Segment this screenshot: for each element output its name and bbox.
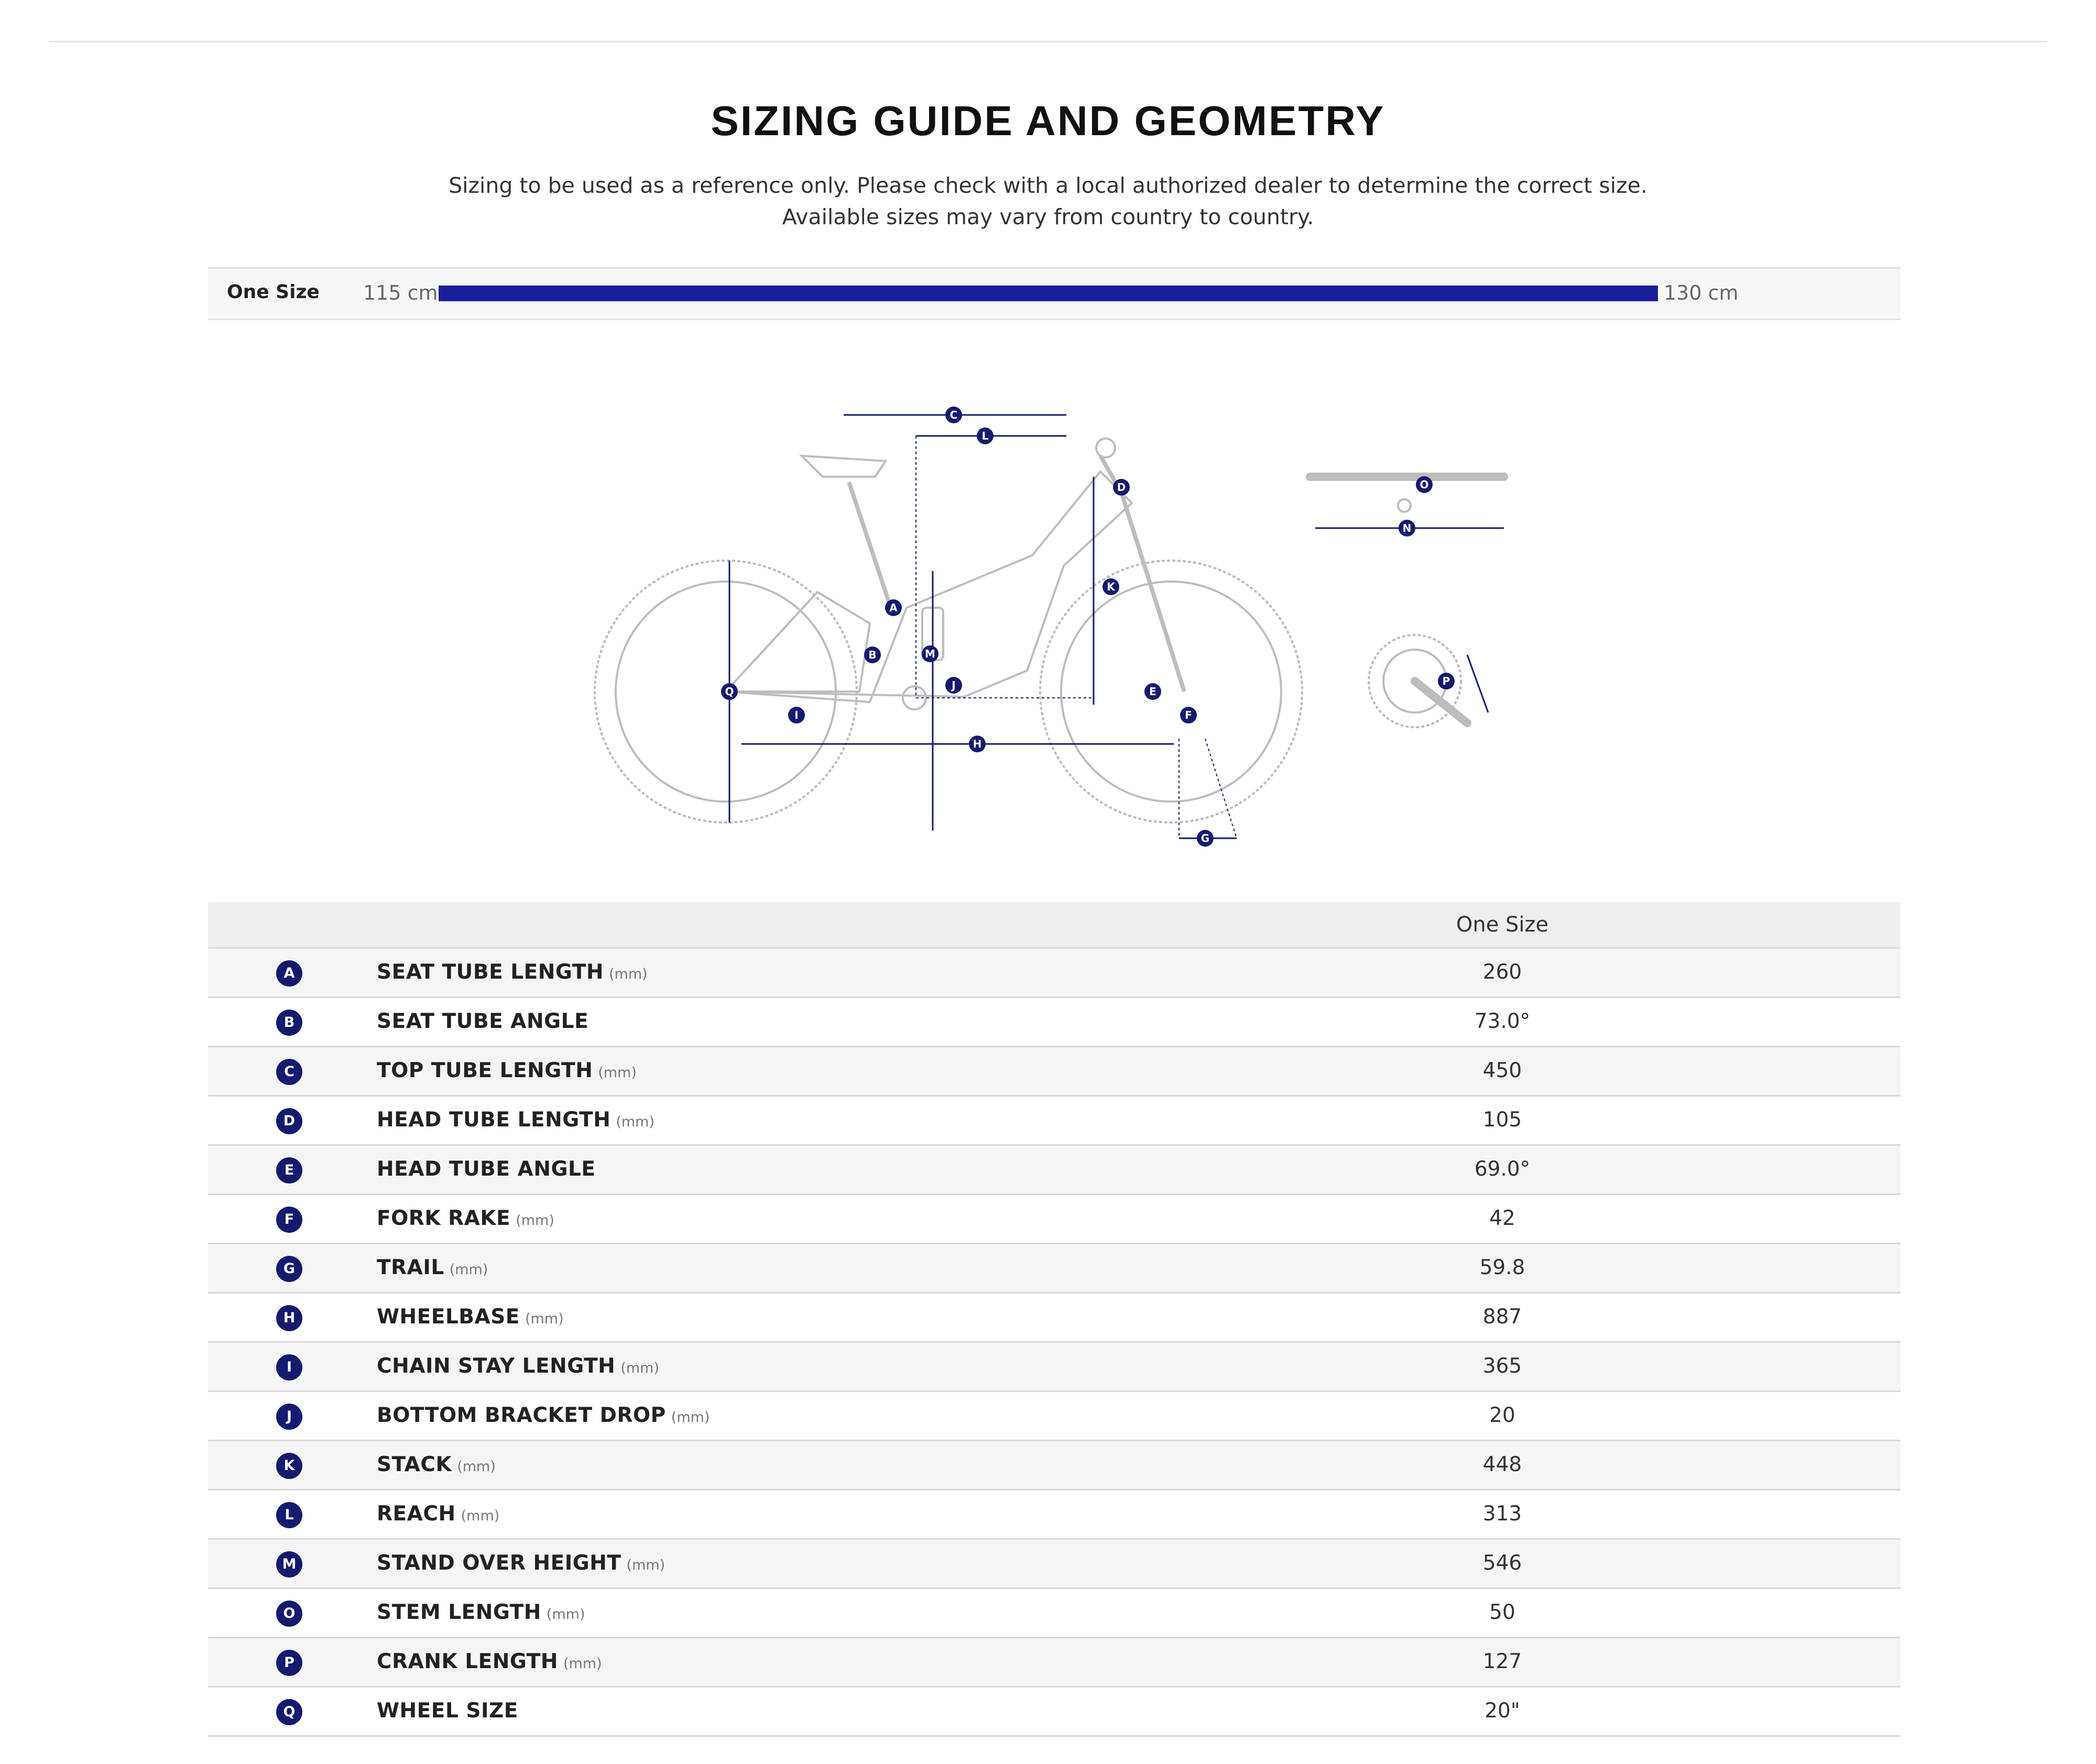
measurement-letter-badge: L (276, 1502, 302, 1528)
measurement-letter-badge: E (276, 1157, 302, 1184)
measurement-name (377, 1699, 523, 1723)
measurement-unit: (mm) (563, 1656, 602, 1672)
stem (1096, 439, 1115, 457)
table-row (208, 1491, 1901, 1540)
measurement-unit: (mm) (546, 1606, 585, 1623)
measurement-name (377, 960, 648, 984)
svg-text:B: B (868, 649, 877, 661)
measurement-value: 69.0° (1474, 1157, 1531, 1181)
measurement-name (377, 1256, 488, 1279)
measurement-name (377, 1305, 564, 1329)
marker-d (1113, 479, 1130, 496)
measurement-label: CRANK LENGTH (377, 1650, 558, 1673)
marker-i (788, 707, 805, 724)
measurement-label: STEM LENGTH (377, 1601, 541, 1624)
measurement-name (377, 1010, 594, 1033)
size-max-height: 130 cm (1664, 281, 1739, 304)
measurement-label: WHEELBASE (377, 1305, 520, 1329)
measurement-unit: (mm) (616, 1114, 655, 1130)
measurement-letter-badge: K (276, 1453, 302, 1479)
svg-text:P: P (1442, 675, 1450, 687)
table-row (208, 949, 1901, 998)
measurement-letter-badge: D (276, 1108, 302, 1134)
size-range-bar (208, 267, 1901, 320)
marker-q (721, 683, 738, 700)
geometry-table (208, 902, 1901, 1737)
measurement-value: 127 (1482, 1650, 1522, 1673)
table-row (208, 1638, 1901, 1688)
geometry-rows (208, 949, 1901, 1737)
dim-line-p (1467, 655, 1488, 713)
table-row (208, 1589, 1901, 1638)
measurement-letter-badge: M (276, 1551, 302, 1577)
marker-e (1144, 683, 1161, 700)
table-row (208, 1244, 1901, 1294)
table-row (208, 1097, 1901, 1146)
svg-text:M: M (925, 648, 935, 660)
measurement-label: TRAIL (377, 1256, 444, 1279)
measurement-name (377, 1551, 665, 1575)
svg-text:A: A (889, 601, 898, 614)
marker-a (885, 599, 902, 616)
measurement-name (377, 1354, 659, 1378)
svg-text:K: K (1107, 580, 1115, 593)
measurement-name (377, 1601, 585, 1624)
measurement-unit: (mm) (449, 1262, 488, 1278)
size-label: One Size (227, 281, 320, 303)
seat-post (849, 482, 891, 608)
svg-text:Q: Q (725, 685, 734, 698)
svg-text:C: C (949, 409, 958, 421)
svg-text:I: I (794, 709, 799, 721)
table-row (208, 1146, 1901, 1195)
marker-c (945, 407, 962, 423)
svg-text:G: G (1200, 832, 1210, 845)
svg-text:L: L (981, 430, 989, 442)
handlebar-clamp (1398, 499, 1411, 512)
page-title: SIZING GUIDE AND GEOMETRY (711, 97, 1385, 144)
measurement-unit: (mm) (525, 1311, 564, 1327)
measurement-value: 450 (1482, 1059, 1522, 1082)
measurement-letter-badge: P (276, 1650, 302, 1676)
measurement-label: SEAT TUBE ANGLE (377, 1010, 589, 1033)
measurement-label: REACH (377, 1502, 456, 1526)
measurement-value: 887 (1482, 1305, 1522, 1329)
bike-diagram-svg (576, 377, 1546, 859)
size-range-track (439, 286, 1658, 301)
measurement-value: 260 (1482, 960, 1522, 984)
measurement-value: 313 (1482, 1502, 1522, 1526)
measurement-letter-badge: F (276, 1207, 302, 1233)
marker-b (864, 647, 881, 663)
marker-n (1399, 520, 1415, 536)
marker-k (1102, 578, 1119, 595)
measurement-value: 59.8 (1479, 1256, 1525, 1279)
rear-triangle (726, 592, 870, 692)
marker-l (977, 428, 994, 444)
measurement-letter-badge: O (276, 1601, 302, 1627)
measurement-label: STAND OVER HEIGHT (377, 1551, 621, 1575)
front-wheel-tire (1040, 561, 1302, 823)
marker-g (1197, 830, 1214, 847)
svg-text:F: F (1185, 709, 1192, 721)
marker-p (1438, 673, 1455, 689)
table-row (208, 998, 1901, 1047)
measurement-value: 546 (1482, 1551, 1522, 1575)
measurement-label: FORK RAKE (377, 1207, 511, 1230)
measurement-unit: (mm) (620, 1360, 659, 1376)
measurement-value: 105 (1482, 1108, 1522, 1132)
measurement-unit: (mm) (516, 1212, 554, 1229)
measurement-label: BOTTOM BRACKET DROP (377, 1404, 666, 1427)
measurement-name (377, 1404, 709, 1427)
measurement-name (377, 1502, 499, 1526)
measurement-value: 448 (1482, 1453, 1522, 1476)
measurement-label: STACK (377, 1453, 452, 1476)
saddle (802, 456, 886, 477)
measurement-unit: (mm) (598, 1065, 637, 1081)
measurement-name (377, 1059, 637, 1082)
marker-f (1180, 707, 1197, 724)
measurement-unit: (mm) (626, 1557, 665, 1573)
measurement-value: 73.0° (1474, 1010, 1531, 1033)
measurement-value: 42 (1489, 1207, 1515, 1230)
measurement-letter-badge: C (276, 1059, 302, 1085)
measurement-label: HEAD TUBE ANGLE (377, 1157, 596, 1181)
marker-h (969, 736, 986, 752)
measurement-letter-badge: B (276, 1010, 302, 1036)
table-row (208, 1540, 1901, 1589)
measurement-name (377, 1108, 654, 1132)
svg-text:E: E (1149, 685, 1156, 698)
table-row (208, 1441, 1901, 1491)
main-frame (726, 472, 1132, 702)
measurement-letter-badge: I (276, 1354, 302, 1380)
measurement-letter-badge: J (276, 1404, 302, 1430)
measurement-value: 50 (1489, 1601, 1515, 1624)
table-row (208, 1688, 1901, 1737)
column-header-one-size: One Size (1456, 913, 1549, 937)
table-row (208, 1195, 1901, 1244)
svg-text:D: D (1117, 481, 1126, 494)
measurement-name (377, 1207, 554, 1230)
measurement-unit: (mm) (608, 966, 648, 982)
marker-j (945, 677, 962, 694)
measurement-value: 20" (1484, 1699, 1520, 1723)
measurement-letter-badge: H (276, 1305, 302, 1331)
measurement-value: 20 (1489, 1404, 1515, 1427)
measurement-value: 365 (1482, 1354, 1522, 1378)
measurement-letter-badge: Q (276, 1699, 302, 1725)
svg-text:O: O (1420, 478, 1429, 491)
svg-text:H: H (973, 738, 982, 750)
measurement-unit: (mm) (671, 1409, 710, 1426)
measurement-label: HEAD TUBE LENGTH (377, 1108, 611, 1132)
geometry-table-header (208, 902, 1901, 949)
subtitle-line-1: Sizing to be used as a reference only. Please check with a local authorized dealer to determine the correct size. (449, 173, 1647, 198)
measurement-label: TOP TUBE LENGTH (377, 1059, 593, 1082)
measurement-name (377, 1650, 602, 1673)
measurement-name (377, 1157, 601, 1181)
measurement-name (377, 1453, 496, 1476)
trail-guide-2 (1205, 739, 1237, 838)
marker-m (922, 645, 938, 662)
measurement-label: CHAIN STAY LENGTH (377, 1354, 616, 1378)
svg-text:J: J (952, 679, 956, 692)
measurement-label: SEAT TUBE LENGTH (377, 960, 604, 984)
measurement-unit: (mm) (457, 1459, 496, 1475)
measurement-letter-badge: G (276, 1256, 302, 1282)
table-row (208, 1343, 1901, 1392)
svg-text:N: N (1402, 522, 1412, 534)
measurement-label: WHEEL SIZE (377, 1699, 518, 1723)
table-row (208, 1392, 1901, 1441)
size-min-height: 115 cm (363, 281, 438, 304)
top-divider (49, 41, 2047, 42)
bike-geometry-diagram (576, 377, 1546, 859)
measurement-unit: (mm) (461, 1508, 500, 1524)
marker-o (1416, 476, 1433, 493)
subtitle-line-2: Available sizes may vary from country to country. (782, 204, 1314, 229)
measurement-letter-badge: A (276, 960, 302, 987)
table-row (208, 1047, 1901, 1097)
table-row (208, 1294, 1901, 1343)
